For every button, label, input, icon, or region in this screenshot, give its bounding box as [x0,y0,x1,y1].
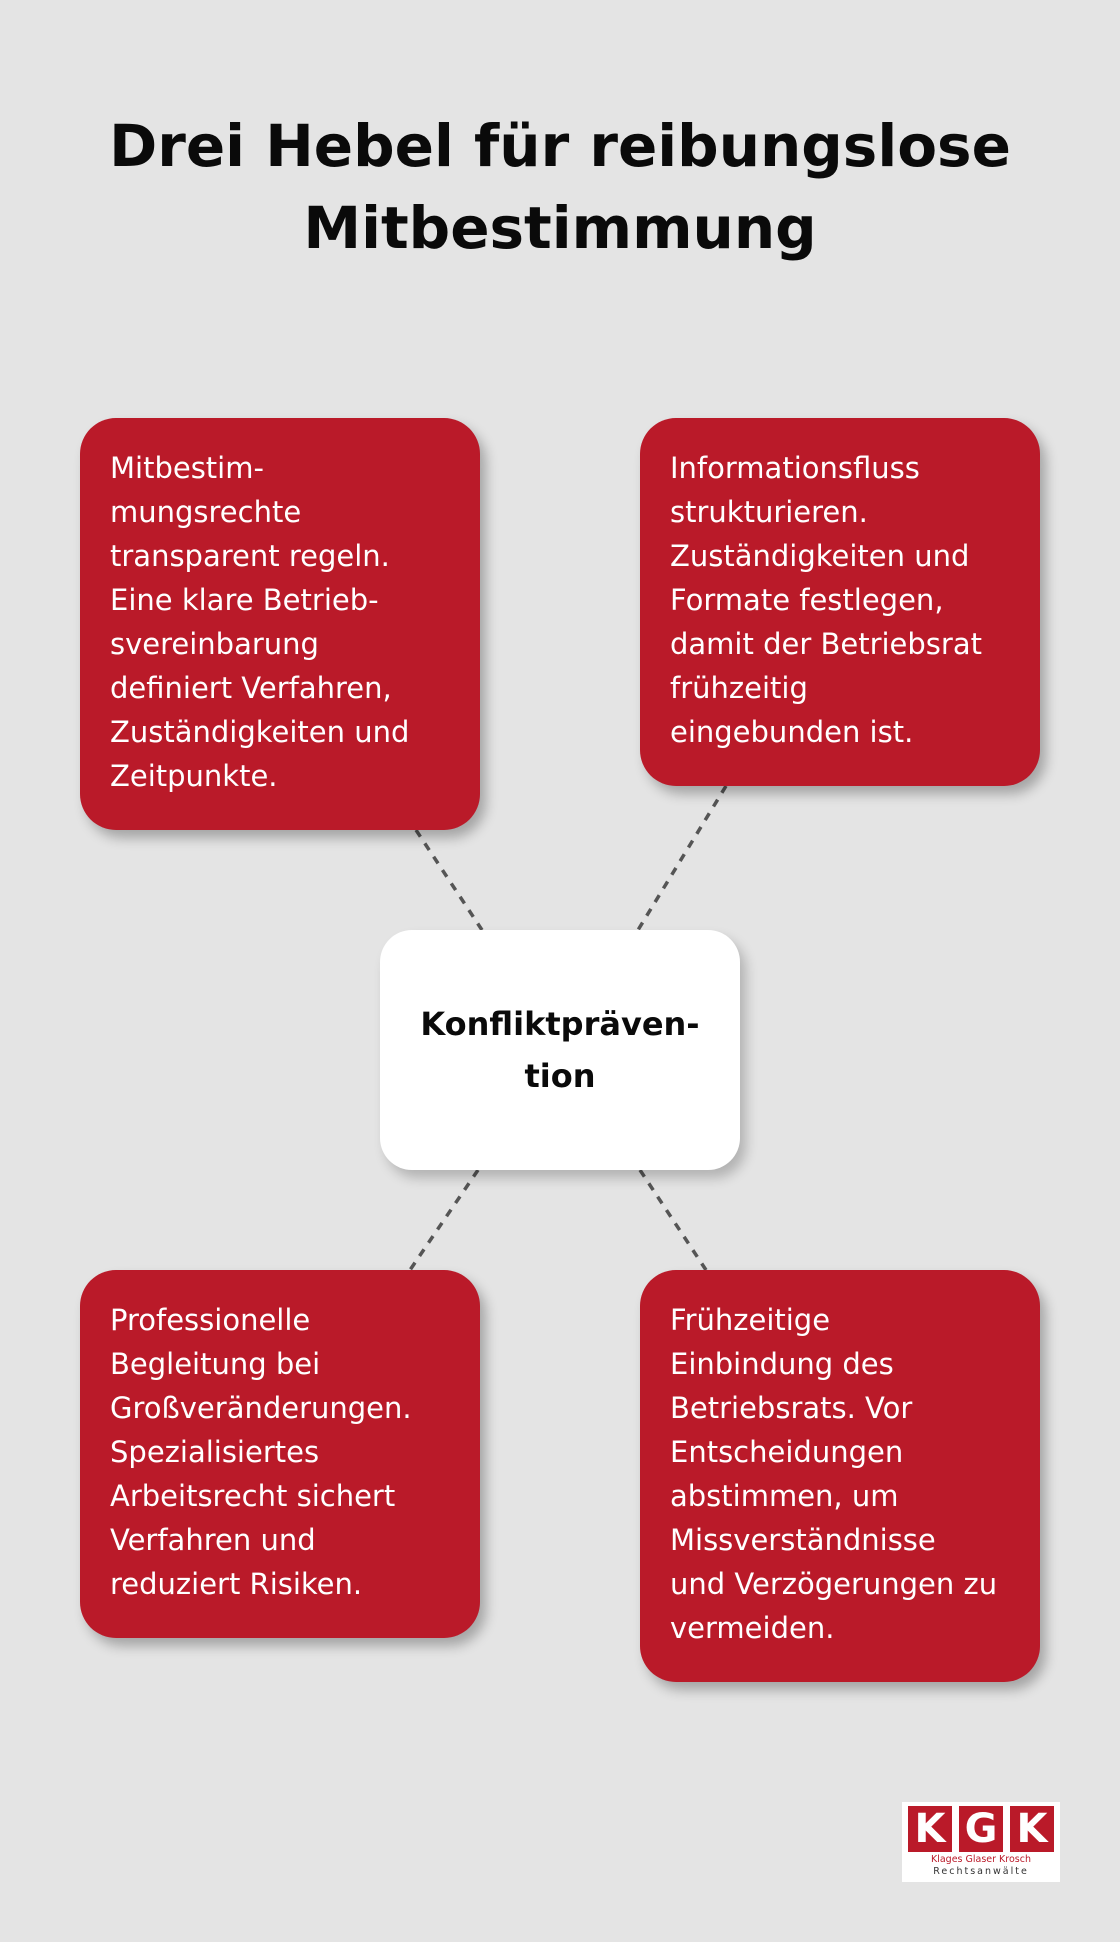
center-label [420,998,699,1102]
lever-box-bottom-right [640,1270,1040,1682]
box-line: eingebunden ist. [670,715,914,749]
box-line: Zuständigkeiten und [670,539,970,573]
logo-letter-g: G [959,1806,1003,1852]
box-line: Verfahren und [110,1523,316,1557]
box-line: definiert Verfahren, [110,671,392,705]
box-line: Informationsfluss [670,451,920,485]
box-line: damit der Betriebsrat [670,627,982,661]
box-line: vermeiden. [670,1611,835,1645]
box-line: frühzeitig [670,671,808,705]
logo-subtitle: Rechtsanwälte [933,1866,1029,1877]
logo-letters [908,1806,1054,1854]
box-line: Entscheidungen [670,1435,904,1469]
box-line: Einbindung des [670,1347,894,1381]
box-line: Arbeitsrecht sichert [110,1479,396,1513]
logo-letter-k2: K [1010,1806,1054,1852]
box-line: Zuständigkeiten und [110,715,410,749]
lever-box-top-right [640,418,1040,786]
lever-box-bottom-left [80,1270,480,1638]
kgk-logo [902,1802,1060,1882]
connector-top-left [416,830,482,930]
box-line: Begleitung bei [110,1347,321,1381]
box-line: Mitbestim- [110,451,264,485]
box-line: Formate festlegen, [670,583,944,617]
box-line: svereinbarung [110,627,319,661]
center-node [380,930,740,1170]
box-line: Eine klare Betrieb- [110,583,379,617]
title-line-1: Drei Hebel für reibungslose [109,112,1011,180]
box-line: Missverständnisse [670,1523,936,1557]
box-line: und Verzögerungen zu [670,1567,998,1601]
center-label-line-1: Konfliktpräven- [420,1005,700,1043]
logo-names: Klages Glaser Krosch [930,1854,1031,1865]
title-line-2: Mitbestimmung [303,194,817,262]
box-line: mungsrechte [110,495,302,529]
box-line: Zeitpunkte. [110,759,278,793]
box-line: transparent regeln. [110,539,390,573]
box-line: Betriebsrats. Vor [670,1391,913,1425]
box-line: abstimmen, um [670,1479,899,1513]
box-line: strukturieren. [670,495,868,529]
connector-top-right [638,786,726,930]
lever-box-top-left [80,418,480,830]
box-line: reduziert Risiken. [110,1567,363,1601]
logo-letter-k1: K [908,1806,952,1852]
box-line: Professionelle [110,1303,311,1337]
box-line: Spezialisiertes [110,1435,320,1469]
center-label-line-2: tion [524,1057,596,1095]
connector-bottom-right [640,1170,706,1270]
box-line: Großveränderungen. [110,1391,412,1425]
connector-bottom-left [410,1170,478,1270]
box-line: Frühzeitige [670,1303,831,1337]
